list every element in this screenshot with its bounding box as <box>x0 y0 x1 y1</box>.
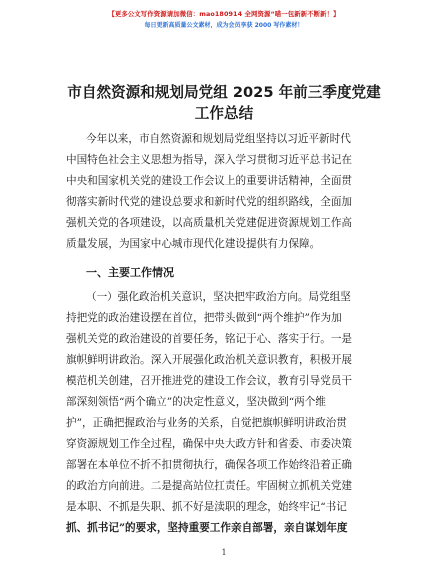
intro-line: 彻落实新时代党的建设总要求和新时代党的组织路线，全面加 <box>66 196 353 208</box>
body-line: 模范机关创建，召开推进党的建设工作会议，教育引导党员干 <box>66 375 353 387</box>
intro-line: 强机关党的各项建设，以高质量机关党建促进资源规划工作高 <box>66 217 353 229</box>
page-number: 1 <box>221 548 227 557</box>
section-heading: 一、主要工作情况 <box>86 266 174 279</box>
intro-line: 今年以来，市自然资源和规划局党组坚持以习近平新时代 <box>86 133 351 145</box>
body-line: 部深刻领悟“两个确立”的决定性意义，坚决做到“两个维 <box>66 396 326 408</box>
intro-line: 中央和国家机关党的建设工作会议上的重要讲话精神，全面贯 <box>66 175 353 187</box>
body-line: 持把党的政治建设摆在首位，把带头做到“两个维护”作为加 <box>66 312 342 324</box>
body-line: 的政治方向前进。二是提高站位扛责任。牢固树立抓机关党建 <box>66 480 353 492</box>
document-title-line-2: 工作总结 <box>194 105 254 122</box>
body-line: 抓、抓书记”的要求，坚持重要工作亲自部署，亲自谋划年度 <box>66 522 348 534</box>
body-line: 护”，正确把握政治与业务的关系，自觉把旗帜鲜明讲政治贯 <box>66 417 347 429</box>
document-title-line-1: 市自然资源和规划局党组 2025 年前三季度党建 <box>67 84 381 101</box>
body-line: 旗帜鲜明讲政治。深入开展强化政治机关意识教育，积极开展 <box>66 354 353 366</box>
body-line: （一）强化政治机关意识，坚决把牢政治方向。局党组坚 <box>86 291 351 303</box>
promo-banner-line-2: 每日更新高质量公文素材，成为会员享获 2000 写作素材！ <box>144 22 304 29</box>
promo-banner-line-1: 【更多公文写作资源请加微信：mao180914 全网资源“喵一包新新不断新！】 <box>108 10 340 18</box>
body-line: 部署在本单位不折不扣贯彻执行，确保各项工作始终沿着正确 <box>66 459 353 471</box>
body-line: 强机关党的政治建设的首要任务，铭记于心、落实于行。一是 <box>66 333 353 345</box>
intro-line: 中国特色社会主义思想为指导，深入学习贯彻习近平总书记在 <box>66 154 353 166</box>
intro-line: 质量发展，为国家中心城市现代化建设提供有力保障。 <box>66 238 321 250</box>
body-line: 穿资源规划工作全过程，确保中央大政方针和省委、市委决策 <box>66 438 353 450</box>
body-line: 是本职、不抓是失职、抓不好是渎职的理念，始终牢记“书记 <box>66 501 347 513</box>
